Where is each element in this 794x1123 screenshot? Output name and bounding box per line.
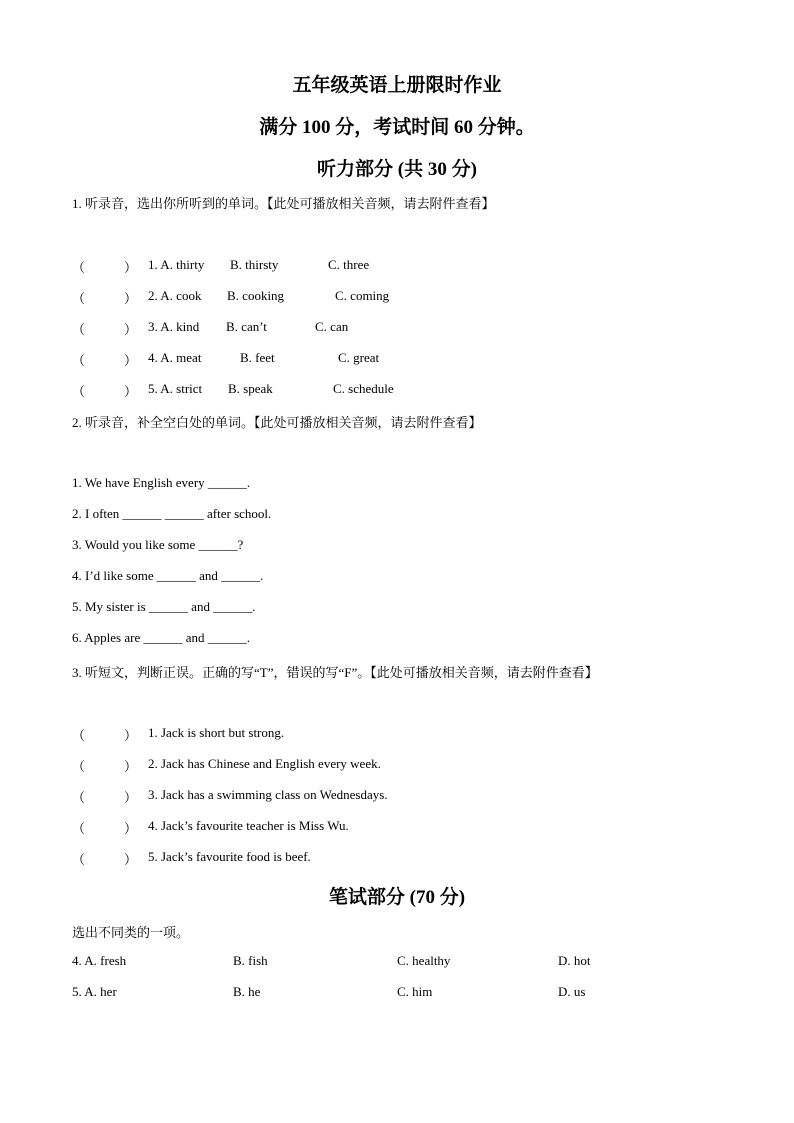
answer-bracket-left: （ [72, 384, 86, 399]
statement: 4. Jack’s favourite teacher is Miss Wu. [148, 818, 349, 833]
option-a: 4. A. fresh [72, 953, 127, 968]
answer-bracket-left: （ [72, 353, 86, 368]
list-item: 1. We have English every ______. [72, 475, 251, 490]
answer-bracket-right: ） [124, 852, 138, 867]
option-a: 1. A. thirty [148, 257, 205, 272]
writing-heading: 笔试部分 (70 分) [328, 887, 466, 908]
answer-bracket-right: ） [124, 260, 138, 275]
option-c: C. can [315, 319, 349, 334]
statement: 5. Jack’s favourite food is beef. [148, 849, 311, 864]
option-b: B. speak [228, 381, 273, 396]
option-b: B. cooking [227, 288, 285, 303]
option-a: 2. A. cook [148, 288, 202, 303]
statement: 3. Jack has a swimming class on Wednesdays. [148, 787, 388, 802]
answer-bracket-left: （ [72, 728, 86, 743]
option-a: 5. A. strict [148, 381, 203, 396]
option-d: D. us [558, 984, 586, 999]
option-b: B. feet [240, 350, 275, 365]
section4-instruction: 选出不同类的一项。 [72, 925, 190, 940]
option-c: C. him [397, 984, 433, 999]
option-c: C. coming [335, 288, 390, 303]
option-c: C. three [328, 257, 370, 272]
section3-instruction: 3. 听短文，判断正误。正确的写“T”，错误的写“F”。【此处可播放相关音频，请去附件查看】 [72, 665, 598, 680]
answer-bracket-right: ） [124, 759, 138, 774]
option-a: 3. A. kind [148, 319, 200, 334]
statement: 1. Jack is short but strong. [148, 725, 285, 740]
list-item: 3. Would you like some ______? [72, 537, 244, 552]
answer-bracket-left: （ [72, 821, 86, 836]
option-c: C. schedule [333, 381, 394, 396]
worksheet-title: 五年级英语上册限时作业 [292, 75, 502, 96]
list-item: 4. I’d like some ______ and ______. [72, 568, 264, 583]
option-b: B. thirsty [230, 257, 279, 272]
answer-bracket-right: ） [124, 821, 138, 836]
option-b: B. fish [233, 953, 268, 968]
option-b: B. he [233, 984, 261, 999]
statement: 2. Jack has Chinese and English every week. [148, 756, 381, 771]
answer-bracket-left: （ [72, 322, 86, 337]
answer-bracket-right: ） [124, 353, 138, 368]
option-a: 5. A. her [72, 984, 117, 999]
answer-bracket-right: ） [124, 384, 138, 399]
answer-bracket-right: ） [124, 322, 138, 337]
section2-instruction: 2. 听录音，补全空白处的单词。【此处可播放相关音频，请去附件查看】 [72, 415, 482, 430]
answer-bracket-left: （ [72, 260, 86, 275]
list-item: 2. I often ______ ______ after school. [72, 506, 272, 521]
answer-bracket-left: （ [72, 790, 86, 805]
list-item: 6. Apples are ______ and ______. [72, 630, 251, 645]
list-item: 5. My sister is ______ and ______. [72, 599, 256, 614]
answer-bracket-right: ） [124, 728, 138, 743]
score-info: 满分 100 分，考试时间 60 分钟。 [259, 117, 535, 138]
answer-bracket-left: （ [72, 291, 86, 306]
answer-bracket-left: （ [72, 852, 86, 867]
option-b: B. can’t [226, 319, 267, 334]
option-c: C. healthy [397, 953, 451, 968]
section1-instruction: 1. 听录音，选出你所听到的单词。【此处可播放相关音频，请去附件查看】 [72, 196, 495, 211]
answer-bracket-right: ） [124, 790, 138, 805]
option-a: 4. A. meat [148, 350, 202, 365]
answer-bracket-right: ） [124, 291, 138, 306]
answer-bracket-left: （ [72, 759, 86, 774]
listening-heading: 听力部分 (共 30 分) [317, 159, 477, 180]
option-d: D. hot [558, 953, 591, 968]
option-c: C. great [338, 350, 380, 365]
